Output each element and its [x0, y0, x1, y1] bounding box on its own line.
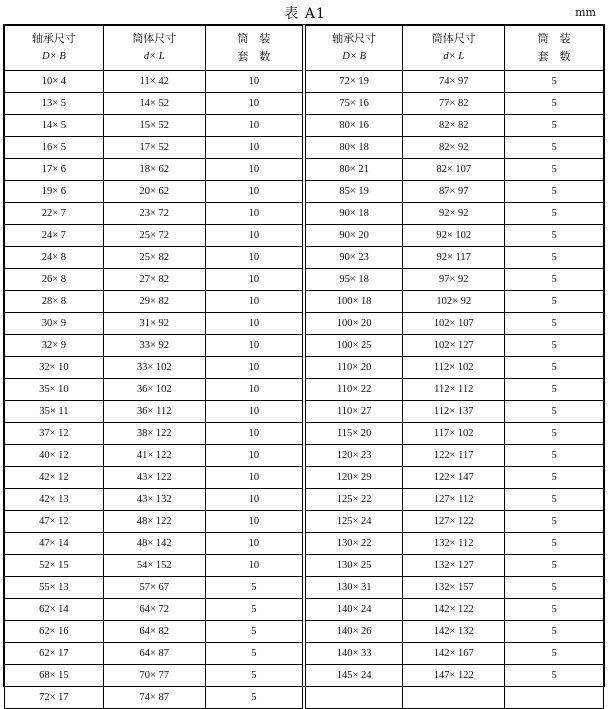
data-table: [4, 25, 604, 709]
left-bearing-size-cell: 14× 5: [5, 115, 104, 137]
header-bearing-label: 轴承尺寸: [31, 33, 76, 45]
left-sleeve-size-cell: 43× 122: [103, 467, 205, 489]
left-sleeve-size-cell: 64× 82: [103, 621, 205, 643]
table-row: [5, 203, 604, 225]
right-set-count-cell: 5: [505, 665, 604, 687]
left-bearing-size-cell: 35× 10: [5, 379, 104, 401]
header-sets-line1: 筒 装: [237, 33, 271, 45]
left-set-count-cell: 10: [205, 467, 304, 489]
table-row: [5, 467, 604, 489]
left-bearing-size-cell: 47× 12: [5, 511, 104, 533]
right-set-count-cell: 5: [505, 467, 604, 489]
right-sleeve-size-cell: 102× 92: [403, 291, 505, 313]
left-set-count-cell: 10: [205, 313, 304, 335]
left-sleeve-size-cell: 57× 67: [103, 577, 205, 599]
right-sleeve-size-cell: 82× 82: [403, 115, 505, 137]
left-sleeve-size-cell: 54× 152: [103, 555, 205, 577]
left-bearing-size-cell: 32× 9: [5, 335, 104, 357]
left-bearing-size-cell: 62× 16: [5, 621, 104, 643]
right-sleeve-size-cell: 147× 122: [403, 665, 505, 687]
left-set-count-cell: 10: [205, 357, 304, 379]
left-bearing-size-cell: 32× 10: [5, 357, 104, 379]
right-bearing-size-cell: 100× 20: [304, 313, 403, 335]
table-row: [5, 621, 604, 643]
header-sets-line2: 套 数: [537, 51, 571, 63]
table-body: [5, 71, 604, 709]
left-set-count-cell: 10: [205, 159, 304, 181]
left-set-count-cell: 5: [205, 599, 304, 621]
left-set-count-cell: 10: [205, 335, 304, 357]
right-bearing-size-cell: 110× 20: [304, 357, 403, 379]
right-set-count-cell: 5: [505, 555, 604, 577]
right-sleeve-size-cell: 112× 112: [403, 379, 505, 401]
left-sleeve-size-cell: 33× 102: [103, 357, 205, 379]
header-sleeve-sub: d× L: [443, 51, 465, 62]
right-sleeve-size-cell: 82× 92: [403, 137, 505, 159]
left-bearing-size-cell: 24× 8: [5, 247, 104, 269]
left-sleeve-size-cell: 14× 52: [103, 93, 205, 115]
right-bearing-size-cell: 100× 25: [304, 335, 403, 357]
left-sleeve-size-cell: 15× 52: [103, 115, 205, 137]
right-sleeve-size-cell: 142× 167: [403, 643, 505, 665]
left-sleeve-size-cell: 20× 62: [103, 181, 205, 203]
right-sleeve-size-cell: 92× 102: [403, 225, 505, 247]
table-row: [5, 401, 604, 423]
right-sleeve-size-cell: 132× 127: [403, 555, 505, 577]
table-row: [5, 643, 604, 665]
header-bearing-sub: D× B: [42, 51, 66, 62]
left-set-count-cell: 10: [205, 379, 304, 401]
table-title: 表 A1: [284, 6, 326, 22]
left-set-count-cell: 10: [205, 489, 304, 511]
right-set-count-cell: 5: [505, 621, 604, 643]
left-bearing-size-cell: 72× 17: [5, 687, 104, 709]
right-bearing-size-cell: 80× 21: [304, 159, 403, 181]
left-sleeve-size-cell: 64× 72: [103, 599, 205, 621]
right-set-count-cell: 5: [505, 643, 604, 665]
left-sleeve-size-cell: 23× 72: [103, 203, 205, 225]
left-sleeve-size-cell: 31× 92: [103, 313, 205, 335]
header-bearing-size-right: [304, 26, 403, 71]
header-bearing-size-left: [5, 26, 104, 71]
right-bearing-size-cell: 100× 18: [304, 291, 403, 313]
right-bearing-size-cell: 140× 26: [304, 621, 403, 643]
left-sleeve-size-cell: 36× 112: [103, 401, 205, 423]
right-sleeve-size-cell: 82× 107: [403, 159, 505, 181]
right-bearing-size-cell: 130× 22: [304, 533, 403, 555]
right-set-count-cell: 5: [505, 291, 604, 313]
right-bearing-size-cell: 72× 19: [304, 71, 403, 93]
right-set-count-cell: 5: [505, 357, 604, 379]
left-set-count-cell: 5: [205, 621, 304, 643]
right-set-count-cell: 5: [505, 269, 604, 291]
right-sleeve-size-cell: 127× 122: [403, 511, 505, 533]
left-bearing-size-cell: 17× 6: [5, 159, 104, 181]
right-bearing-size-cell: 130× 25: [304, 555, 403, 577]
unit-label: mm: [575, 6, 596, 19]
right-set-count-cell: 5: [505, 401, 604, 423]
right-set-count-cell: 5: [505, 181, 604, 203]
right-sleeve-size-cell: 74× 97: [403, 71, 505, 93]
header-bearing-sub: D× B: [342, 51, 366, 62]
left-bearing-size-cell: 19× 6: [5, 181, 104, 203]
right-sleeve-size-cell: 127× 112: [403, 489, 505, 511]
right-set-count-cell: 5: [505, 137, 604, 159]
right-bearing-size-cell: 125× 22: [304, 489, 403, 511]
left-set-count-cell: 10: [205, 401, 304, 423]
table-row: [5, 247, 604, 269]
right-sleeve-size-cell: 122× 147: [403, 467, 505, 489]
header-sleeve-label: 筒体尺寸: [431, 33, 476, 45]
right-bearing-size-cell: 145× 24: [304, 665, 403, 687]
left-sleeve-size-cell: 17× 52: [103, 137, 205, 159]
left-sleeve-size-cell: 48× 142: [103, 533, 205, 555]
left-set-count-cell: 10: [205, 93, 304, 115]
right-bearing-size-cell: 90× 23: [304, 247, 403, 269]
left-bearing-size-cell: 13× 5: [5, 93, 104, 115]
right-bearing-size-cell: 110× 22: [304, 379, 403, 401]
left-set-count-cell: 5: [205, 687, 304, 709]
left-sleeve-size-cell: 29× 82: [103, 291, 205, 313]
table-row: [5, 181, 604, 203]
table-row: [5, 599, 604, 621]
left-bearing-size-cell: 28× 8: [5, 291, 104, 313]
right-set-count-cell: 5: [505, 511, 604, 533]
right-sleeve-size-cell: 132× 157: [403, 577, 505, 599]
right-set-count-cell: 5: [505, 203, 604, 225]
left-bearing-size-cell: 37× 12: [5, 423, 104, 445]
left-bearing-size-cell: 47× 14: [5, 533, 104, 555]
right-sleeve-size-cell: 132× 112: [403, 533, 505, 555]
left-set-count-cell: 10: [205, 247, 304, 269]
table-row: [5, 115, 604, 137]
table-row: [5, 555, 604, 577]
right-sleeve-size-cell: 102× 127: [403, 335, 505, 357]
table-row: [5, 489, 604, 511]
right-bearing-size-cell: 120× 23: [304, 445, 403, 467]
right-set-count-cell: [505, 687, 604, 709]
left-bearing-size-cell: 42× 12: [5, 467, 104, 489]
table-row: [5, 379, 604, 401]
left-set-count-cell: 10: [205, 291, 304, 313]
table-row: [5, 225, 604, 247]
table-row: [5, 137, 604, 159]
table-row: [5, 159, 604, 181]
right-set-count-cell: 5: [505, 445, 604, 467]
right-sleeve-size-cell: 77× 82: [403, 93, 505, 115]
left-set-count-cell: 10: [205, 181, 304, 203]
right-bearing-size-cell: 120× 29: [304, 467, 403, 489]
table-row: [5, 269, 604, 291]
right-sleeve-size-cell: 97× 92: [403, 269, 505, 291]
table-row: [5, 577, 604, 599]
right-bearing-size-cell: 140× 33: [304, 643, 403, 665]
right-bearing-size-cell: 110× 27: [304, 401, 403, 423]
table-row: [5, 93, 604, 115]
left-set-count-cell: 5: [205, 643, 304, 665]
table-row: [5, 313, 604, 335]
header-row: [5, 26, 604, 71]
right-set-count-cell: 5: [505, 159, 604, 181]
table-row: [5, 291, 604, 313]
right-sleeve-size-cell: 102× 107: [403, 313, 505, 335]
left-bearing-size-cell: 35× 11: [5, 401, 104, 423]
left-set-count-cell: 5: [205, 577, 304, 599]
right-set-count-cell: 5: [505, 71, 604, 93]
right-sleeve-size-cell: 112× 137: [403, 401, 505, 423]
right-set-count-cell: 5: [505, 379, 604, 401]
header-sets-line2: 套 数: [237, 51, 271, 63]
left-sleeve-size-cell: 36× 102: [103, 379, 205, 401]
right-bearing-size-cell: 90× 20: [304, 225, 403, 247]
right-sleeve-size-cell: 112× 102: [403, 357, 505, 379]
left-bearing-size-cell: 62× 14: [5, 599, 104, 621]
right-bearing-size-cell: 75× 16: [304, 93, 403, 115]
right-bearing-size-cell: 125× 24: [304, 511, 403, 533]
header-sets-left: [205, 26, 304, 71]
left-sleeve-size-cell: 18× 62: [103, 159, 205, 181]
right-sleeve-size-cell: 122× 117: [403, 445, 505, 467]
left-sleeve-size-cell: 43× 132: [103, 489, 205, 511]
header-sets-right: [505, 26, 604, 71]
right-sleeve-size-cell: 142× 122: [403, 599, 505, 621]
left-bearing-size-cell: 62× 17: [5, 643, 104, 665]
right-set-count-cell: 5: [505, 313, 604, 335]
left-bearing-size-cell: 52× 15: [5, 555, 104, 577]
left-bearing-size-cell: 22× 7: [5, 203, 104, 225]
right-set-count-cell: 5: [505, 225, 604, 247]
left-bearing-size-cell: 10× 4: [5, 71, 104, 93]
left-bearing-size-cell: 24× 7: [5, 225, 104, 247]
right-sleeve-size-cell: [403, 687, 505, 709]
left-set-count-cell: 10: [205, 115, 304, 137]
table-row: [5, 687, 604, 709]
left-bearing-size-cell: 42× 13: [5, 489, 104, 511]
left-bearing-size-cell: 55× 13: [5, 577, 104, 599]
left-bearing-size-cell: 16× 5: [5, 137, 104, 159]
right-sleeve-size-cell: 92× 92: [403, 203, 505, 225]
left-sleeve-size-cell: 41× 122: [103, 445, 205, 467]
table-row: [5, 665, 604, 687]
left-set-count-cell: 10: [205, 203, 304, 225]
left-sleeve-size-cell: 48× 122: [103, 511, 205, 533]
table-row: [5, 71, 604, 93]
left-set-count-cell: 10: [205, 225, 304, 247]
table-row: [5, 511, 604, 533]
left-sleeve-size-cell: 11× 42: [103, 71, 205, 93]
left-sleeve-size-cell: 27× 82: [103, 269, 205, 291]
right-bearing-size-cell: 80× 18: [304, 137, 403, 159]
left-bearing-size-cell: 68× 15: [5, 665, 104, 687]
table-row: [5, 445, 604, 467]
right-sleeve-size-cell: 87× 97: [403, 181, 505, 203]
right-set-count-cell: 5: [505, 577, 604, 599]
left-set-count-cell: 5: [205, 665, 304, 687]
header-sets-line1: 筒 装: [537, 33, 571, 45]
right-set-count-cell: 5: [505, 115, 604, 137]
left-set-count-cell: 10: [205, 269, 304, 291]
left-set-count-cell: 10: [205, 511, 304, 533]
table-row: [5, 533, 604, 555]
right-set-count-cell: 5: [505, 247, 604, 269]
header-sleeve-size-right: [403, 26, 505, 71]
right-bearing-size-cell: 85× 19: [304, 181, 403, 203]
left-sleeve-size-cell: 70× 77: [103, 665, 205, 687]
left-sleeve-size-cell: 33× 92: [103, 335, 205, 357]
right-set-count-cell: 5: [505, 423, 604, 445]
left-set-count-cell: 10: [205, 71, 304, 93]
left-sleeve-size-cell: 38× 122: [103, 423, 205, 445]
table-row: [5, 423, 604, 445]
right-bearing-size-cell: [304, 687, 403, 709]
left-bearing-size-cell: 30× 9: [5, 313, 104, 335]
right-sleeve-size-cell: 92× 117: [403, 247, 505, 269]
left-sleeve-size-cell: 25× 82: [103, 247, 205, 269]
header-sleeve-label: 筒体尺寸: [132, 33, 177, 45]
left-set-count-cell: 10: [205, 445, 304, 467]
right-bearing-size-cell: 115× 20: [304, 423, 403, 445]
left-sleeve-size-cell: 74× 87: [103, 687, 205, 709]
left-bearing-size-cell: 40× 12: [5, 445, 104, 467]
size-table: [3, 24, 605, 703]
right-set-count-cell: 5: [505, 335, 604, 357]
left-set-count-cell: 10: [205, 137, 304, 159]
right-bearing-size-cell: 95× 18: [304, 269, 403, 291]
right-sleeve-size-cell: 117× 102: [403, 423, 505, 445]
table-row: [5, 357, 604, 379]
right-set-count-cell: 5: [505, 93, 604, 115]
right-bearing-size-cell: 130× 31: [304, 577, 403, 599]
left-set-count-cell: 10: [205, 555, 304, 577]
right-set-count-cell: 5: [505, 489, 604, 511]
header-sleeve-size-left: [103, 26, 205, 71]
right-bearing-size-cell: 140× 24: [304, 599, 403, 621]
right-bearing-size-cell: 90× 18: [304, 203, 403, 225]
left-set-count-cell: 10: [205, 423, 304, 445]
right-set-count-cell: 5: [505, 533, 604, 555]
right-set-count-cell: 5: [505, 599, 604, 621]
left-sleeve-size-cell: 25× 72: [103, 225, 205, 247]
right-sleeve-size-cell: 142× 132: [403, 621, 505, 643]
left-set-count-cell: 10: [205, 533, 304, 555]
left-sleeve-size-cell: 64× 87: [103, 643, 205, 665]
table-row: [5, 335, 604, 357]
left-bearing-size-cell: 26× 8: [5, 269, 104, 291]
header-bearing-label: 轴承尺寸: [332, 33, 377, 45]
header-sleeve-sub: d× L: [143, 51, 165, 62]
right-bearing-size-cell: 80× 16: [304, 115, 403, 137]
